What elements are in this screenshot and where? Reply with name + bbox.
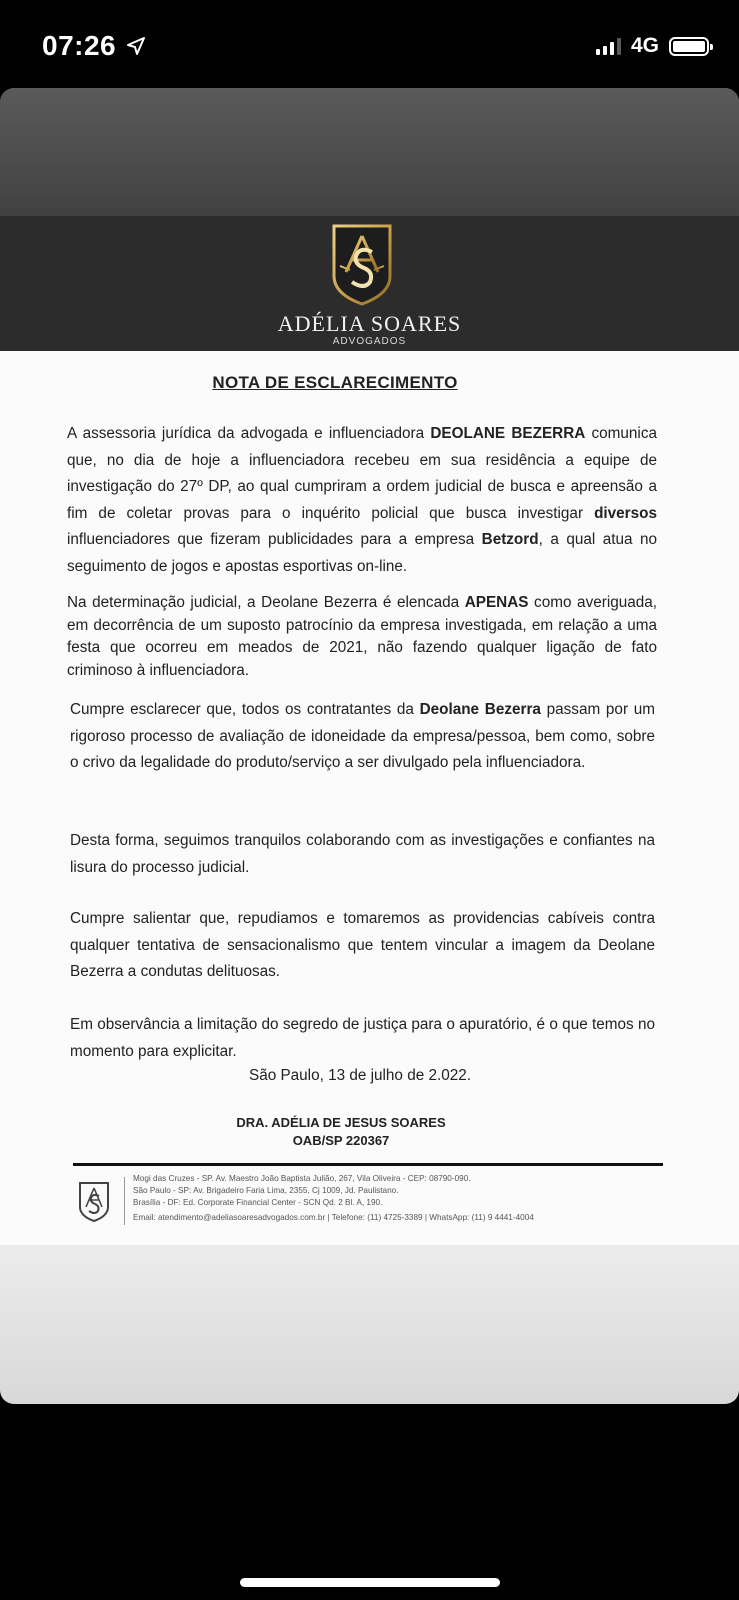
paragraph-5: Cumpre salientar que, repudiamos e tomaremos as providencias cabíveis contra qualquer tentativa de sensacionalismo que tentem vincular a imagem da Deolane Bezerra a condutas delituosas. <box>70 910 655 980</box>
battery-icon <box>669 37 709 56</box>
footer-address-mogi: Mogi das Cruzes - SP. Av. Maestro João Baptista Julião, 267, Vila Oliveira - CEP: 08790-090. <box>133 1174 471 1183</box>
signature-oab: OAB/SP 220367 <box>292 1133 390 1148</box>
status-right <box>596 34 709 58</box>
signature-name: DRA. ADÉLIA DE JESUS SOARES <box>236 1115 446 1130</box>
paragraph-4: Desta forma, seguimos tranquilos colaborando com as investigações e confiantes na lisura do processo judicial. <box>70 832 655 876</box>
location-arrow-icon <box>126 36 146 56</box>
document-date: São Paulo, 13 de julho de 2.022. <box>249 1067 471 1084</box>
footer-address-sp: São Paulo - SP: Av. Brigadeiro Faria Lima, 2355, Cj 1009, Jd. Paulistano. <box>133 1186 399 1195</box>
top-gray-band <box>0 88 739 216</box>
paragraph-6: Em observância a limitação do segredo de justiça para o apuratório, é o que temos no momento para explicitar. <box>70 1016 655 1060</box>
footer-divider <box>124 1177 125 1225</box>
time-group <box>42 30 146 62</box>
footer-contacts: Email: atendimento@adeliasoaresadvogados.com.br | Telefone: (11) 4725-3389 | WhatsApp: (11) 9 4441-4004 <box>133 1213 534 1222</box>
footer-address-df: Brasília - DF: Ed. Corporate Financial Center - SCN Qd. 2 Bl. A, 190. <box>133 1198 383 1207</box>
bottom-gray-band <box>0 1245 739 1404</box>
document-title: NOTA DE ESCLARECIMENTO <box>212 373 458 392</box>
status-time: 07:26 <box>42 30 117 61</box>
document-page <box>0 351 739 1245</box>
footer-contact <box>133 1173 693 1224</box>
brand-header <box>0 216 739 351</box>
screenshot-card <box>0 88 739 1404</box>
brand-name: ADÉLIA SOARES <box>277 311 462 336</box>
signal-bars-icon <box>596 37 621 55</box>
paragraph-3: Cumpre esclarecer que, todos os contratantes da Deolane Bezerra passam por um rigoroso processo de avaliação de idoneidade da empresa/pessoa, bem como, sobre o crivo da legalidade do produto/serviço a ser divulgado pela influenciadora. <box>70 701 656 771</box>
paragraph-1: A assessoria jurídica da advogada e influenciadora DEOLANE BEZERRA comunica que, no dia de hoje a influenciadora recebeu em sua residência a equipe de investigação do 27º DP, ao qual cumpriram a ordem judicial de busca e apreensão a fim de coletar provas para o inquérito policial que busca investigar diversos influenciadores que fizeram publicidades para a empresa Betzord, a qual atua no seguimento de jogos e apostas esportivas on-line. <box>67 425 657 575</box>
network-type: 4G <box>630 34 659 57</box>
status-bar <box>0 0 739 92</box>
brand-subtitle: ADVOGADOS <box>332 336 407 347</box>
as-logo-icon <box>330 222 394 308</box>
home-indicator[interactable] <box>240 1578 500 1587</box>
paragraph-2: Na determinação judicial, a Deolane Bezerra é elencada APENAS como averiguada, em decorrência de um suposto patrocínio da empresa investigada, em relação a uma festa que ocorreu em meados de 2021, não fazendo qualquer ligação de fato criminoso à influenciadora. <box>67 594 657 679</box>
footer-rule <box>73 1163 663 1166</box>
footer-logo-icon <box>78 1181 110 1223</box>
